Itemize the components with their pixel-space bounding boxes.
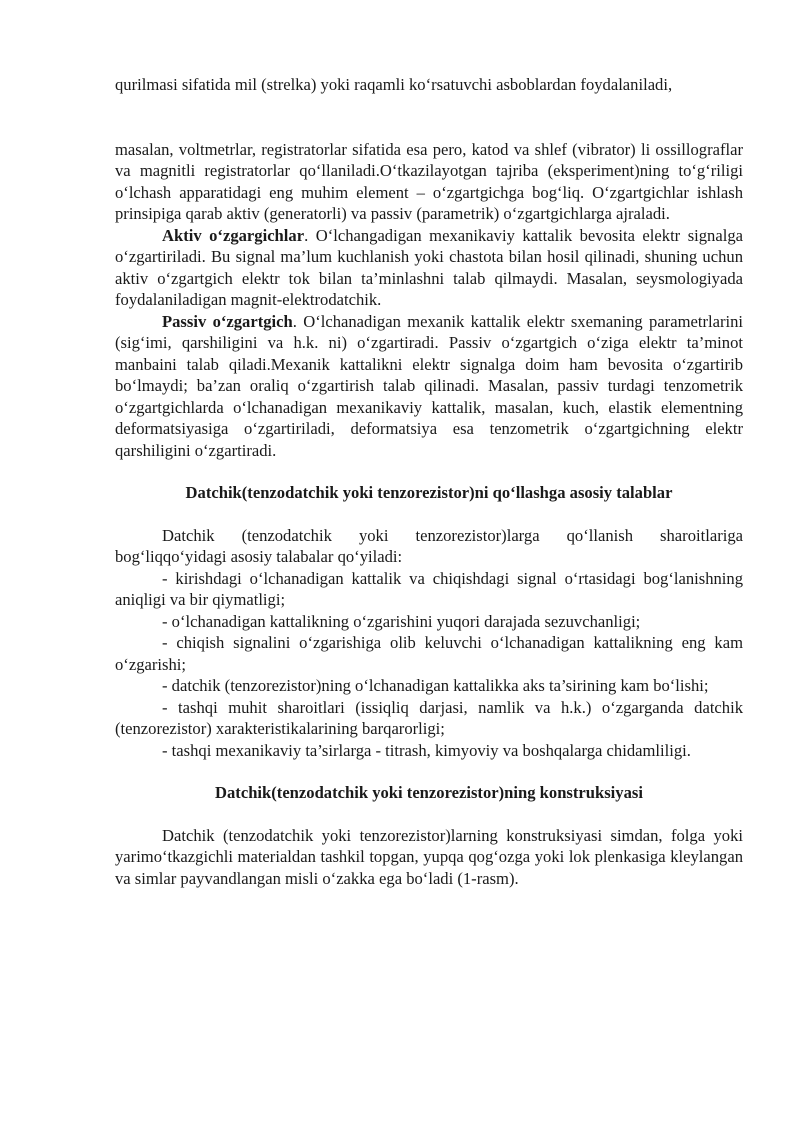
list-item: - tashqi muhit sharoitlari (issiqliq darjasi, namlik va h.k.) o‘zgarganda datchik (tenzorezistor) xarakteristikalarining barqarorligi; — [115, 697, 743, 738]
paragraph-intro: qurilmasi sifatida mil (strelka) yoki raqamli ko‘rsatuvchi asboblardan foydalaniladi, — [115, 75, 673, 94]
paragraph-construction: Datchik (tenzodatchik yoki tenzorezistor)larning konstruksiyasi simdan, folga yoki yarimo‘tkazgichli materialdan tashkil topgan, yupqa qog‘ozga yoki lok plenkasiga kleylangan va simlar payvandlangan misli o‘zakka ega bo‘ladi (1-rasm). — [115, 825, 743, 888]
paragraph-passive-transducers — [115, 311, 743, 462]
document-page — [115, 74, 743, 889]
list-item: - kirishdagi o‘lchanadigan kattalik va chiqishdagi signal o‘rtasidagi bog‘lanishning aniqligi va bir qiymatligi; — [115, 568, 743, 609]
text-passive: . O‘lchanadigan mexanik kattalik elektr sxemaning parametrlarini (sig‘imi, qarshiligini va h.k. ni) o‘zgartiradi. Passiv o‘zgartgich o‘ziga elektr ta’minot manbaini talab qiladi.Mexanik kattalikni elektr signalga doim ham bevosita o‘zgartirib bo‘lmaydi; ba’zan oraliq o‘zgartirish talab qilinadi. Masalan, passiv turdagi tenzometrik o‘zgartgichlarda o‘lchanadigan mexanikaviy kattalik, masalan, kuch, elastik elementning deformatsiyasiga o‘zgartiriladi, deformatsiya esa tenzometrik o‘zgartgichning elektr qarshiligini o‘zgartiradi. — [115, 311, 744, 460]
list-item: - o‘lchanadigan kattalikning o‘zgarishini yuqori darajada sezuvchanligi; — [162, 611, 641, 631]
list-item: - chiqish signalini o‘zgarishiga olib keluvchi o‘lchanadigan kattalikning eng kam o‘zgarishi; — [115, 633, 743, 674]
term-passive: Passiv o‘zgartgich — [162, 311, 293, 331]
list-item: - datchik (tenzorezistor)ning o‘lchanadigan kattalikka aks ta’sirining kam bo‘lishi; — [162, 676, 709, 695]
term-active: Aktiv o‘zgargichlar — [162, 225, 305, 245]
paragraph-registrators: masalan, voltmetrlar, registratorlar sifatida esa pero, katod va shlef (vibrator) li ossillograflar va magnitli registratorlar qo‘llaniladi.O‘tkazilayotgan tajriba (eksperiment)ning to‘g‘riligi o‘lchash apparatidagi eng muhim element – o‘zgartgichga bog‘liq. O‘zgartgichlar ishlash prinsipiga qarab aktiv (generatorli) va passiv (parametrik) o‘zgartgichlarga ajraladi. — [115, 139, 743, 223]
heading-requirements: Datchik(tenzodatchik yoki tenzorezistor)ni qo‘llashga asosiy talablar — [185, 483, 673, 502]
paragraph-active-transducers — [115, 225, 743, 311]
list-item: - tashqi mexanikaviy ta’sirlarga - titrash, kimyoviy va boshqalarga chidamliligi. — [162, 740, 691, 760]
paragraph-requirements-intro: Datchik (tenzodatchik yoki tenzorezistor)larga qo‘llanish sharoitlariga bog‘liqqo‘yidagi asosiy talabalar qo‘yiladi: — [115, 525, 743, 566]
text-active: . O‘lchangadigan mexanikaviy kattalik bevosita elektr signalga o‘zgartiriladi. Bu signal ma’lum kuchlanish yoki chastota bilan hosil qilinadi, shuning uchun aktiv o‘zgartgich elektr tok bilan ta’minlashni talab qilmaydi. Masalan, seysmologiyada foydalaniladigan magnit-elektrodatchik. — [115, 225, 743, 309]
heading-construction: Datchik(tenzodatchik yoki tenzorezistor)ning konstruksiyasi — [215, 783, 643, 802]
